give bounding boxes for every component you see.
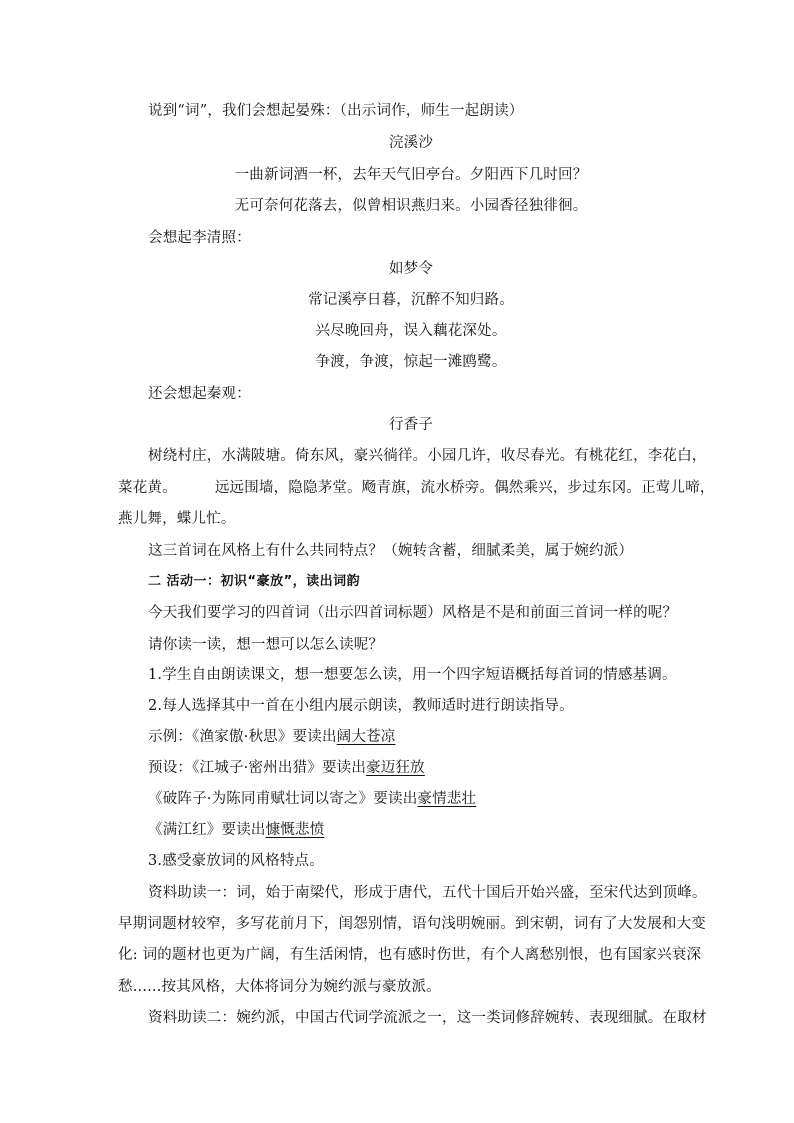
preset-answer: 慷慨悲愤 [265, 822, 325, 838]
paragraph: 请你读一读，想一想可以怎么读呢？ [148, 637, 384, 653]
preset-text: 《破阵子·为陈同甫赋壮词以寄之》要读出 [148, 791, 418, 807]
poem-text [118, 478, 715, 498]
example-answer: 阔大苍凉 [336, 729, 396, 745]
paragraph: 今天我们要学习的四首词（出示四首词标题）风格是不是和前面三首词一样的呢？ [148, 605, 678, 621]
poem-text: 树绕村庄，水满陂塘。倚东风，豪兴徜徉。小园几许，收尽春光。有桃花红，李花白， [148, 448, 707, 464]
step-1: 1.学生自由朗读课文，想一想要怎么读，用一个四字短语概括每首词的情感基调。 [148, 667, 677, 683]
intro-yanshu: 说到“词”，我们会想起晏殊：（出示词作，师生一起朗读） [148, 103, 524, 119]
preset-answer: 豪情悲壮 [417, 791, 477, 807]
poem-title-huanxisha: 浣溪沙 [388, 135, 434, 151]
intro-liqingzhao: 会想起李清照： [148, 230, 251, 246]
poem-line: 无可奈何花落去，似曾相识燕归来。小园香径独徘徊。 [234, 198, 588, 214]
question-common-features: 这三首词在风格上有什么共同特点？（婉转含蓄，细腻柔美，属于婉约派） [148, 543, 634, 559]
reading-material-1-cont: 愁......按其风格，大体将词分为婉约派与豪放派。 [118, 979, 441, 995]
poem-line: 兴尽晚回舟，误入藕花深处。 [315, 323, 507, 339]
poem-text-part: 菜花黄。 [118, 480, 177, 496]
poem-line: 一曲新词酒一杯，去年天气旧亭台。夕阳西下几时回？ [234, 167, 588, 183]
preset-text: 预设：《江城子·密州出猎》要读出 [148, 760, 367, 776]
poem-text-part: 远远围墙，隐隐茅堂。飏青旗，流水桥旁。偶然乘兴，步过东冈。正莺儿啼， [214, 480, 715, 496]
poem-title-xingxiangzi: 行香子 [388, 417, 434, 433]
step-2: 2.每人选择其中一首在小组内展示朗读，教师适时进行朗读指导。 [148, 698, 574, 714]
step-3: 3.感受豪放词的风格特点。 [148, 853, 324, 869]
example-line [148, 727, 395, 747]
preset-line [148, 758, 425, 778]
poem-line: 争渡，争渡，惊起一滩鸥鹭。 [315, 354, 507, 370]
example-text: 示例：《渔家傲·秋思》要读出 [148, 729, 337, 745]
poem-text: 燕儿舞，蝶儿忙。 [118, 511, 236, 527]
reading-material-1: 资料助读一：词，始于南梁代，形成于唐代，五代十国后开始兴盛，至宋代达到顶峰。 [148, 885, 707, 901]
poem-line: 常记溪亭日暮，沉醉不知归路。 [308, 292, 514, 308]
preset-answer: 豪迈狂放 [366, 760, 425, 776]
reading-material-1-cont: 早期词题材较窄，多写花前月下，闺怨别情，语句浅明婉丽。到宋朝，词有了大发展和大变 [118, 916, 706, 932]
preset-text: 《满江红》要读出 [148, 822, 266, 838]
intro-qinguan: 还会想起秦观： [148, 386, 251, 402]
section-heading-activity-one: 二 活动一：初识“豪放”，读出词韵 [148, 574, 361, 589]
preset-line [148, 789, 476, 809]
poem-title-rumengling: 如梦令 [388, 261, 434, 277]
preset-line [148, 820, 324, 840]
reading-material-1-cont: 化: 词的题材也更为广阔，有生活闲情，也有感时伤世，有个人离愁别恨，也有国家兴衰深 [118, 947, 702, 963]
reading-material-2: 资料助读二：婉约派，中国古代词学流派之一，这一类词修辞婉转、表现细腻。在取材 [148, 1010, 707, 1026]
